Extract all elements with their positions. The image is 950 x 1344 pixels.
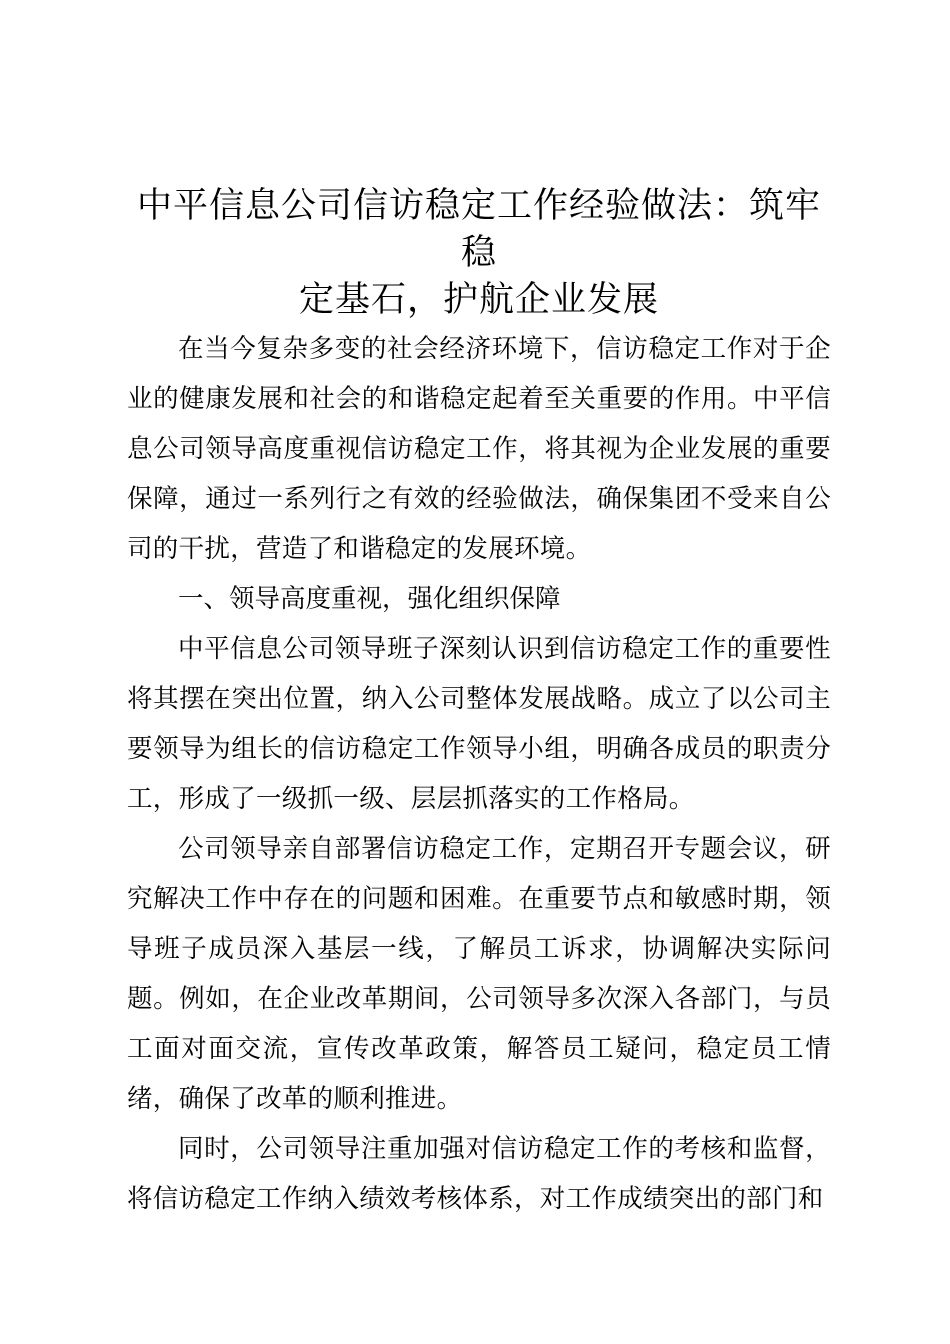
paragraph-intro: 在当今复杂多变的社会经济环境下，信访稳定工作对于企业的健康发展和社会的和谐稳定起着至关重要的作用。中平信息公司领导高度重视信访稳定工作，将其视为企业发展的重要保障，通过一系列行之有效的经验做法，确保集团不受来自公司的干扰，营造了和谐稳定的发展环境。 bbox=[127, 334, 831, 564]
document-page bbox=[127, 183, 831, 1224]
paragraph-assessment: 同时，公司领导注重加强对信访稳定工作的考核和监督，将信访稳定工作纳入绩效考核体系，对工作成绩突出的部门和 bbox=[127, 1134, 831, 1214]
title-line-1: 中平信息公司信访稳定工作经验做法：筑牢稳 bbox=[136, 186, 821, 273]
document-title bbox=[123, 183, 835, 324]
paragraph-leadership: 中平信息公司领导班子深刻认识到信访稳定工作的重要性将其摆在突出位置，纳入公司整体发展战略。成立了以公司主要领导为组长的信访稳定工作领导小组，明确各成员的职责分工，形成了一级抓一级、层层抓落实的工作格局。 bbox=[127, 634, 831, 814]
title-line-2: 定基石，护航企业发展 bbox=[298, 280, 659, 320]
section-heading-1: 一、领导高度重视，强化组织保障 bbox=[178, 584, 561, 614]
paragraph-deployment: 公司领导亲自部署信访稳定工作，定期召开专题会议，研究解决工作中存在的问题和困难。在重要节点和敏感时期，领导班子成员深入基层一线，了解员工诉求，协调解决实际问题。例如，在企业改革期间，公司领导多次深入各部门，与员工面对面交流，宣传改革政策，解答员工疑问，稳定员工情绪，确保了改革的顺利推进。 bbox=[127, 834, 831, 1114]
